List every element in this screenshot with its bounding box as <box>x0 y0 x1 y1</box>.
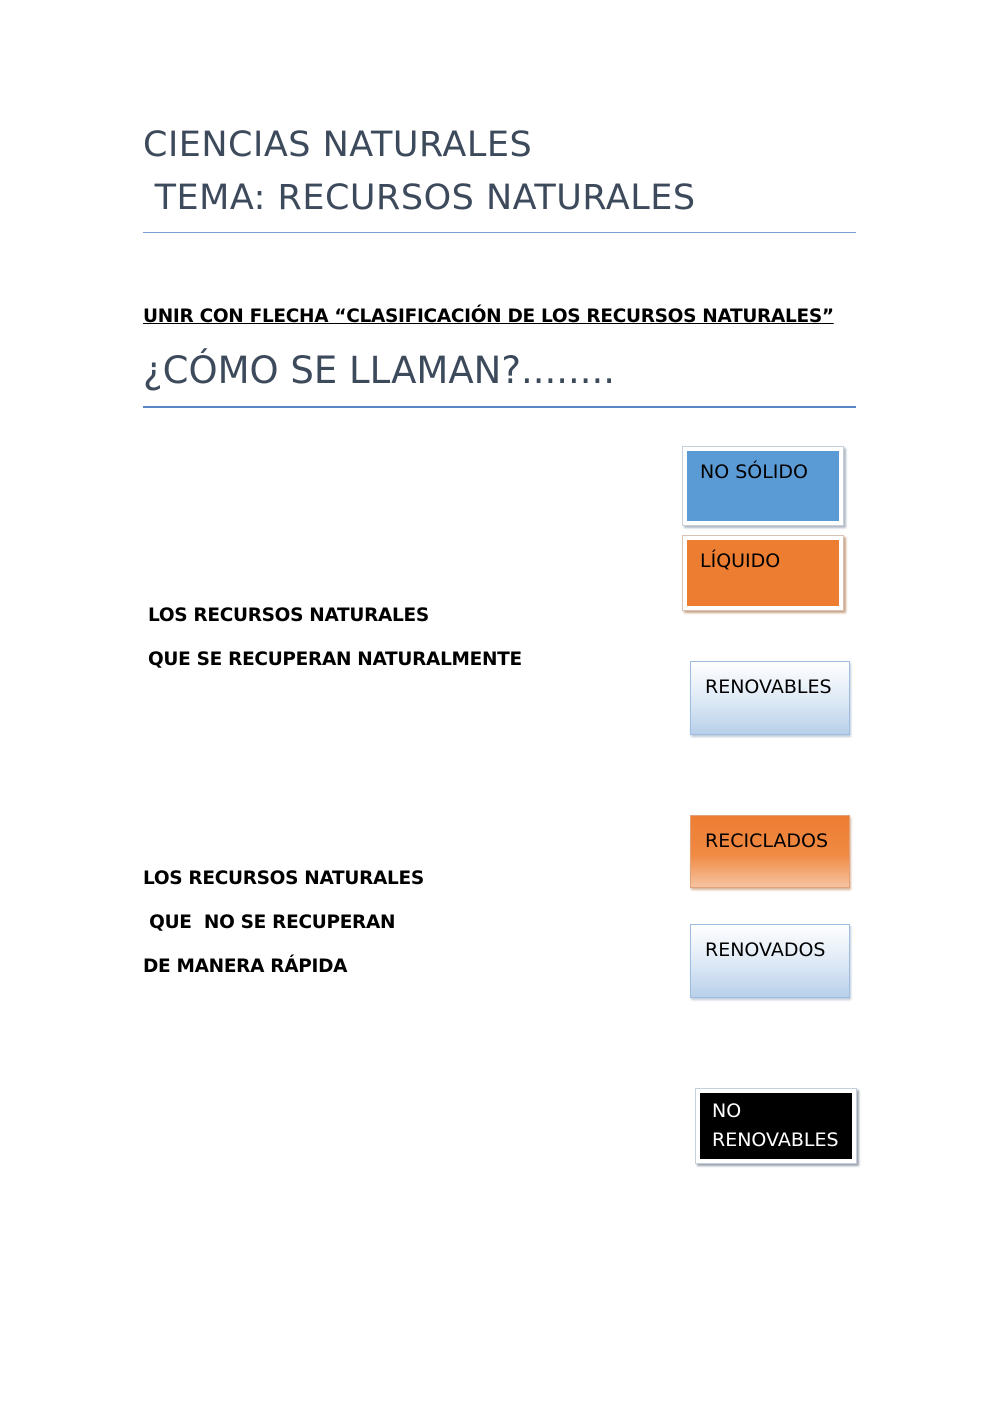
option-no-renovables-label-line-1: NO <box>712 1100 742 1122</box>
option-liquido-label: LÍQUIDO <box>700 550 781 572</box>
page-title-topic: TEMA: RECURSOS NATURALES <box>143 178 696 218</box>
question-divider <box>143 406 856 408</box>
option-no-solido-label: NO SÓLIDO <box>700 461 808 483</box>
description-2-line-2: QUE NO SE RECUPERAN <box>143 912 396 933</box>
option-reciclados[interactable] <box>690 815 850 888</box>
description-2-line-3: DE MANERA RÁPIDA <box>143 956 348 977</box>
option-no-renovables[interactable] <box>695 1088 857 1164</box>
instruction-heading: UNIR CON FLECHA “CLASIFICACIÓN DE LOS RECURSOS NATURALES” <box>143 306 834 327</box>
question-heading: ¿CÓMO SE LLAMAN?........ <box>143 349 616 392</box>
option-no-renovables-label-line-2: RENOVABLES <box>712 1129 839 1152</box>
description-1-line-1: LOS RECURSOS NATURALES <box>148 605 429 626</box>
option-renovados-label: RENOVADOS <box>705 939 826 961</box>
option-renovables[interactable] <box>690 661 850 735</box>
option-renovables-label: RENOVABLES <box>705 676 832 698</box>
option-no-solido[interactable] <box>682 446 844 526</box>
option-renovados[interactable] <box>690 924 850 998</box>
page-title-subject: CIENCIAS NATURALES <box>143 125 533 165</box>
option-reciclados-label: RECICLADOS <box>705 830 829 852</box>
description-1-line-2: QUE SE RECUPERAN NATURALMENTE <box>148 649 522 670</box>
option-liquido[interactable] <box>682 535 844 611</box>
description-2-line-1: LOS RECURSOS NATURALES <box>143 868 424 889</box>
title-divider <box>143 232 856 233</box>
